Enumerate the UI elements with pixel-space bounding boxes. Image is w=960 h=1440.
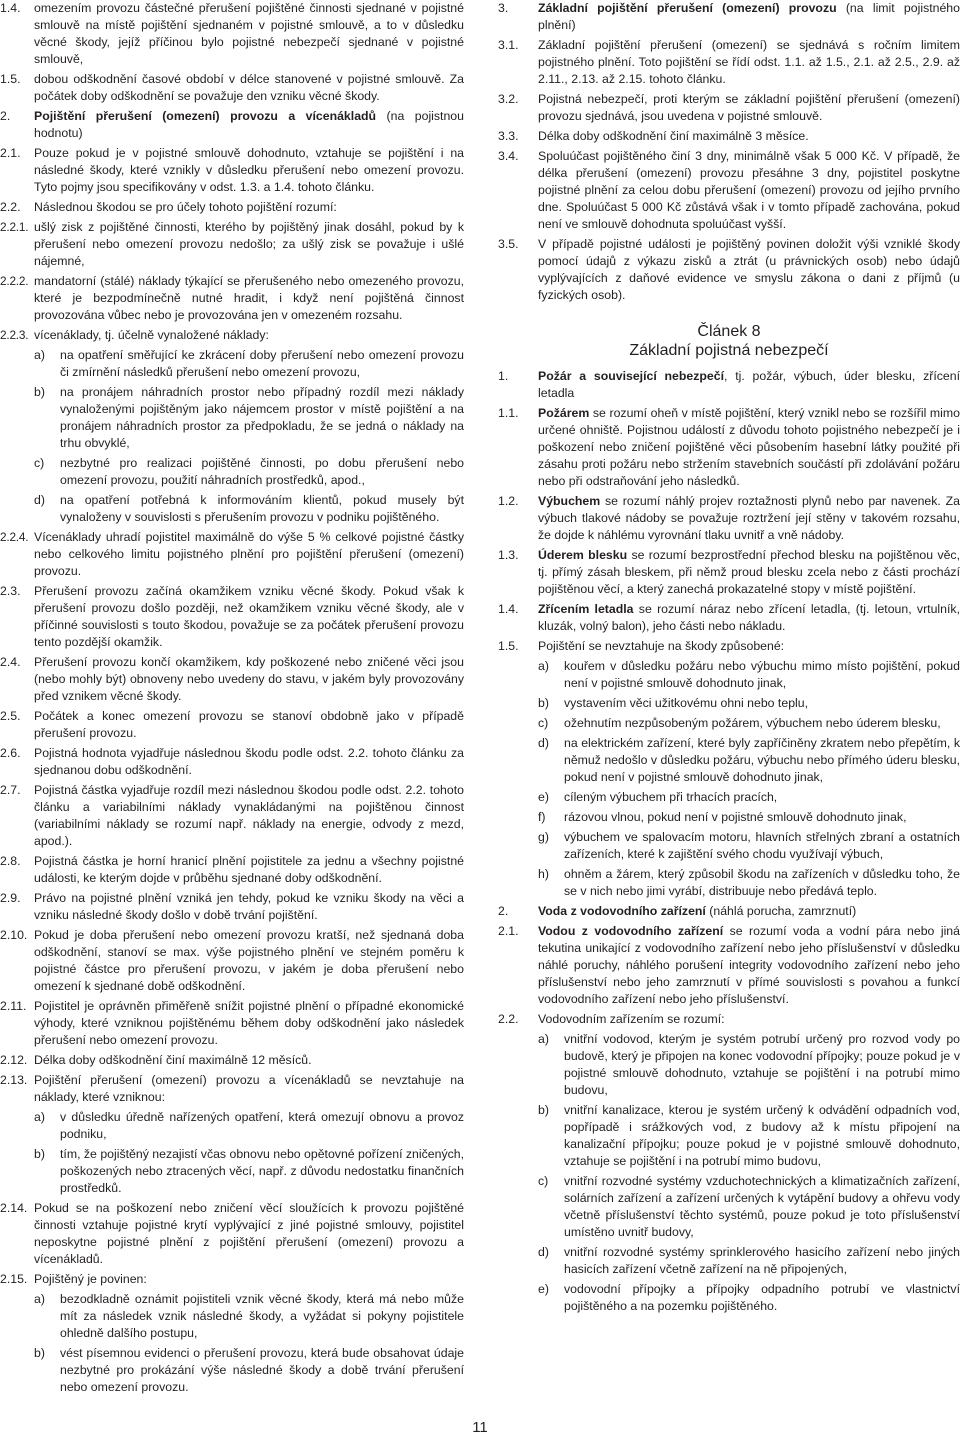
clause-number: a) bbox=[538, 1032, 549, 1046]
clause bbox=[498, 493, 960, 544]
clause-text: vodovodní přípojky a přípojky odpadního potrubí ve vlastnictví pojištěného a na pozemku pojištěného. bbox=[564, 1282, 960, 1313]
list-subitem bbox=[498, 866, 960, 900]
clause-text: kouřem v důsledku požáru nebo výbuchu mimo místo pojištění, pokud není v pojistné smlouvě dohodnuto jinak, bbox=[564, 659, 960, 690]
clause bbox=[498, 128, 960, 145]
clause-text: Pojištěný je povinen: bbox=[34, 1272, 147, 1286]
right-top-section bbox=[498, 0, 960, 304]
clause-term: Voda z vodovodního zařízení bbox=[538, 904, 706, 918]
clause-number: a) bbox=[34, 348, 45, 362]
clause-text: Spoluúčast pojištěného činí 3 dny, minimálně však 5 000 Kč. V případě, že délka přerušení (omezení) provozu přesáhne 3 dny, pojistitel poskytne pojistné plnění za celou dobu přerušení (omezení) provozu od jejího prvního dne. Spoluúčast 5 000 Kč zůstává však i v tomto případě zachována, pokud není ve smlouvě dohodnuta spoluúčast vyšší. bbox=[538, 149, 960, 231]
clause-term: Pojištění přerušení (omezení) provozu a vícenákladů bbox=[34, 109, 377, 123]
clause-number: c) bbox=[538, 1174, 549, 1188]
clause-number: b) bbox=[34, 1346, 45, 1360]
list-subitem bbox=[498, 1281, 960, 1315]
clause-text: (na pojistnou hodnotu) bbox=[34, 109, 464, 140]
clause-number: g) bbox=[538, 830, 549, 844]
page-number: 11 bbox=[472, 1419, 488, 1436]
clause-text: vést písemnou evidenci o přerušení provozu, která bude obsahovat údaje nezbytné pro prokázání výše následné škody a době trvání přerušení nebo omezení provozu. bbox=[60, 1346, 464, 1394]
clause-number: 3.1. bbox=[498, 38, 519, 52]
clause-term: Zřícením letadla bbox=[538, 602, 634, 616]
clause-number: 1. bbox=[498, 369, 509, 383]
clause-number: 2.11. bbox=[0, 999, 27, 1013]
clause-text: Pojištění se nevztahuje na škody způsobené: bbox=[538, 639, 785, 653]
clause-text: Délka doby odškodnění činí maximálně 3 měsíce. bbox=[538, 129, 809, 143]
clause bbox=[0, 0, 464, 68]
clause-text: Pojistná částka je horní hranicí plnění pojistitele za jednu a všechny pojistné události, ke kterým dojde v průběhu sjednané doby odškodnění. bbox=[34, 854, 464, 885]
clause-number: 3. bbox=[498, 1, 509, 15]
list-subitem bbox=[0, 1345, 464, 1396]
clause bbox=[498, 236, 960, 304]
clause-number: 2.5. bbox=[0, 709, 21, 723]
clause-text: vnitřní vodovod, kterým je systém potrubí určený pro rozvod vody po budově, který je připojen na konec vodovodní přípojky; pouze pokud je v pojistné smlouvě dohodnuto, vztahuje se pojištění i na potrubí mimo budovu, bbox=[564, 1032, 960, 1097]
clause bbox=[0, 199, 464, 216]
list-subitem bbox=[498, 1031, 960, 1099]
clause-text: v důsledku úředně nařízených opatření, která omezují obnovu a provoz podniku, bbox=[60, 1110, 464, 1141]
clause-number: 1.5. bbox=[498, 639, 519, 653]
clause bbox=[0, 708, 464, 742]
clause-number: 1.5. bbox=[0, 72, 21, 86]
clause-number: 2.1. bbox=[0, 146, 21, 160]
clause bbox=[0, 1072, 464, 1106]
clause-term: Požárem bbox=[538, 406, 590, 420]
clause bbox=[0, 1200, 464, 1268]
clause-number: 2.2.3. bbox=[0, 328, 29, 342]
clause-number: 2.2. bbox=[0, 200, 21, 214]
clause-text: Pouze pokud je v pojistné smlouvě dohodnuto, vztahuje se pojištění i na následné škody, které vznikly v důsledku přerušení nebo omezení provozu. Tyto pojmy jsou specifikovány v odst. 1.3. a 1.4. tohoto článku. bbox=[34, 146, 464, 194]
clause-number: a) bbox=[34, 1110, 45, 1124]
clause-text: (na limit pojistného plnění) bbox=[538, 1, 960, 32]
clause-text: se rozumí náraz nebo zřícení letadla, (tj. letoun, vrtulník, kluzák, volný balon), jeho části nebo nákladu. bbox=[538, 602, 960, 633]
clause bbox=[0, 327, 464, 344]
left-column bbox=[0, 0, 464, 1399]
clause-term: Základní pojištění přerušení (omezení) provozu bbox=[538, 1, 837, 15]
clause-term: Vodou z vodovodního zařízení bbox=[538, 924, 724, 938]
clause-text: vícenáklady, tj. účelně vynaložené náklady: bbox=[34, 328, 269, 342]
clause-number: b) bbox=[538, 1103, 549, 1117]
clause-number: d) bbox=[538, 736, 549, 750]
clause-number: 2.2.4. bbox=[0, 530, 29, 544]
clause-text: Přerušení provozu končí okamžikem, kdy poškozené nebo zničené věci jsou (nebo mohly být) obnoveny nebo uvedeny do stavu, v jakém byly provozovány před vznikem věcné škody. bbox=[34, 655, 464, 703]
clause-term: Úderem blesku bbox=[538, 548, 628, 562]
list-subitem bbox=[0, 1291, 464, 1342]
clause-number: d) bbox=[538, 1245, 549, 1259]
clause bbox=[498, 903, 960, 920]
clause-text: se rozumí bezprostřední přechod blesku na pojištěnou věc, tj. přímý zásah bleskem, při němž proud blesku zcela nebo z části prochází pojištěnou věcí, a který zanechá prokazatelné stopy v místě pojištění. bbox=[538, 548, 960, 596]
clause-text: se rozumí voda a vodní pára nebo jiná tekutina unikající z vodovodního zařízení nebo jeho příslušenství v důsledku náhlé poruchy, náhlého porušení integrity vodovodního zařízení nebo jeho příslušenství nebo jeho zamrznutí v přímé souvislosti s povahou a funkcí vodovodního zařízení nebo jeho příslušenství. bbox=[538, 924, 960, 1006]
clause bbox=[0, 890, 464, 924]
clause-text: Pojistná nebezpečí, proti kterým se základní pojištění přerušení (omezení) provozu sjednává, jsou uvedena v pojistné smlouvě. bbox=[538, 92, 960, 123]
clause-text: Právo na pojistné plnění vzniká jen tehdy, pokud ke vzniku škody na věci a vzniku následné škody došlo v době trvání pojištění. bbox=[34, 891, 464, 922]
clause-number: 1.1. bbox=[498, 406, 519, 420]
clause-number: 2.6. bbox=[0, 746, 21, 760]
clause-number: 2.14. bbox=[0, 1201, 28, 1215]
clause-number: 3.5. bbox=[498, 237, 519, 251]
clause-term: Požár a související nebezpečí bbox=[538, 369, 724, 383]
clause bbox=[0, 71, 464, 105]
clause-number: 2.13. bbox=[0, 1073, 28, 1087]
clause-number: a) bbox=[34, 1292, 45, 1306]
clause-text: Pokud je doba přerušení nebo omezení provozu kratší, než sjednaná doba odškodnění, stanoví se max. výše pojistného plnění ve stejném poměru k pojistné částce pro přerušení provozu, v jakém je doba přerušení nebo omezení k sjednané době odškodnění. bbox=[34, 928, 464, 993]
clause bbox=[0, 782, 464, 850]
clause bbox=[0, 529, 464, 580]
clause-text: vnitřní kanalizace, kterou je systém určený k odvádění odpadních vod, popřípadě i srážkových vod, z budovy až k místu připojení na kanalizační přípojku; pouze pokud je v pojistné smlouvě dohodnuto, vztahuje se pojištění i na potrubí mimo budovu, bbox=[564, 1103, 960, 1168]
clause-text: na opatření směřující ke zkrácení doby přerušení nebo omezení provozu či zmírnění následků přerušení nebo omezení provozu, bbox=[60, 348, 464, 379]
clause bbox=[498, 91, 960, 125]
clause bbox=[0, 745, 464, 779]
clause bbox=[0, 583, 464, 651]
list-subitem bbox=[498, 1173, 960, 1241]
clause-number: e) bbox=[538, 790, 549, 804]
clause-number: c) bbox=[34, 456, 45, 470]
clause-text: Pokud se na poškození nebo zničení věcí sloužících k provozu pojištěné činnosti vztahuje pojistné krytí vyplývající z jiné pojistné smlouvy, pojistitel neposkytne pojistné plnění z pojištění přerušení (omezení) provozu a vícenákladů. bbox=[34, 1201, 464, 1266]
clause-text: se rozumí náhlý projev roztažnosti plynů nebo par navenek. Za výbuch tlakové nádoby se považuje roztržení její stěny v takovém rozsahu, že dojde k náhlému vyrovnání tlaku uvnitř a vně nádoby. bbox=[538, 494, 960, 542]
clause-text: na elektrickém zařízení, které byly zapříčiněny zkratem nebo přepětím, k němuž nedošlo v důsledku požáru, výbuchu nebo přímého úderu blesku, pokud není v pojistné smlouvě dohodnuto jinak, bbox=[564, 736, 960, 784]
clause bbox=[498, 547, 960, 598]
clause-text: Pojistitel je oprávněn přiměřeně snížit pojistné plnění o případné ekonomické výhody, které vzniknou pojištěnému během doby odškodnění jako následek přerušení nebo omezení provozu. bbox=[34, 999, 464, 1047]
clause-text: vystavením věci užitkovému ohni nebo teplu, bbox=[564, 696, 809, 710]
list-subitem bbox=[0, 384, 464, 452]
clause bbox=[0, 998, 464, 1049]
clause bbox=[498, 368, 960, 402]
clause-number: b) bbox=[538, 696, 549, 710]
clause-text: nezbytné pro realizaci pojištěné činnosti, po dobu přerušení nebo omezení provozu, použití náhradních prostředků, apod., bbox=[60, 456, 464, 487]
clause bbox=[0, 853, 464, 887]
clause bbox=[0, 927, 464, 995]
clause bbox=[0, 108, 464, 142]
clause-text: se rozumí oheň v místě pojištění, který vznikl nebo se rozšířil mimo určené ohniště. Pojistnou událostí z důvodu tohoto pojistného nebezpečí je i poškození nebo zničení pojištěné věci působením hasební látky použité při zásahu proti požáru nebo stržením stavebních součástí při zdolávání požáru nebo při odstraňování jeho následků. bbox=[538, 406, 960, 488]
clause-text: vnitřní rozvodné systémy vzduchotechnických a klimatizačních zařízení, solárních zařízení a zařízení určených k vytápění budovy a ohřevu vody včetně příslušenství těchto systémů, pouze pokud je toto příslušenství umístěno uvnitř budovy, bbox=[564, 1174, 960, 1239]
clause-text: ožehnutím nezpůsobeným požárem, výbuchem nebo úderem blesku, bbox=[564, 716, 941, 730]
list-subitem bbox=[498, 829, 960, 863]
clause bbox=[498, 405, 960, 490]
clause-text: mandatorní (stálé) náklady týkající se přerušeného nebo omezeného provozu, které je bezpodmínečně nutné hradit, i když není pojištěná činnost provozována vůbec nebo je provozována jen v omezeném rozsahu. bbox=[34, 274, 464, 322]
clause-text: Počátek a konec omezení provozu se stanoví obdobně jako v případě přerušení provozu. bbox=[34, 709, 464, 740]
article-title: Článek 8 bbox=[697, 323, 761, 340]
clause-text: omezením provozu částečné přerušení pojištěné činnosti sjednané v pojistné smlouvě na místě pojištění sjednaném v pojistné smlouvě, a to v důsledku věcné škody, jejíž příčinou bylo pojistné nebezpečí sjednané v pojistné smlouvě, bbox=[34, 1, 464, 66]
clause-number: 2.4. bbox=[0, 655, 21, 669]
article-subtitle: Základní pojistná nebezpečí bbox=[629, 342, 829, 359]
clause-number: h) bbox=[538, 867, 549, 881]
clause-number: e) bbox=[538, 1282, 549, 1296]
list-subitem bbox=[498, 695, 960, 712]
clause-text: na pronájem náhradních prostor nebo případný rozdíl mezi náklady vynaloženými pojištěným jako nájemcem prostor v místě pojištění a na pronájem náhradních prostor za předpokladu, že se jedná o náklady na trhu obvyklé, bbox=[60, 385, 464, 450]
list-subitem bbox=[498, 1244, 960, 1278]
list-subitem bbox=[0, 492, 464, 526]
clause bbox=[498, 1011, 960, 1028]
clause-number: 3.4. bbox=[498, 149, 519, 163]
clause-number: 2.9. bbox=[0, 891, 21, 905]
clause-text: (náhlá porucha, zamrznutí) bbox=[705, 904, 857, 918]
clause-text: ušlý zisk z pojištěné činnosti, kterého by pojištěný jinak dosáhl, pokud by k přerušení nebo omezení provozu nedošlo; za ušlý zisk se považuje i ušlé nájemné, bbox=[34, 220, 464, 268]
clause-number: 2.15. bbox=[0, 1272, 28, 1286]
clause-text: ohněm a žárem, který způsobil škodu na zařízeních v důsledku toho, že se v nich nebo jimi vyrábí, distribuuje nebo předává teplo. bbox=[564, 867, 960, 898]
clause-text: cíleným výbuchem při trhacích pracích, bbox=[564, 790, 778, 804]
clause bbox=[0, 1271, 464, 1288]
right-column bbox=[498, 0, 960, 1318]
clause-text: na opatření potřebná k informováním klientů, pokud musely být vynaloženy v souvislosti s přerušením provozu v podniku pojištěného. bbox=[60, 493, 464, 524]
clause-number: 1.3. bbox=[498, 548, 519, 562]
list-subitem bbox=[498, 809, 960, 826]
clause-text: Pojistná hodnota vyjadřuje následnou škodu podle odst. 2.2. tohoto článku za sjednanou dobu odškodnění. bbox=[34, 746, 464, 777]
clause bbox=[0, 219, 464, 270]
list-subitem bbox=[0, 347, 464, 381]
clause-number: 2. bbox=[498, 904, 509, 918]
clause-number: 2.2.2. bbox=[0, 274, 29, 288]
list-subitem bbox=[0, 1146, 464, 1197]
clause-text: Pojistná částka vyjadřuje rozdíl mezi následnou škodou podle odst. 2.2. tohoto článku a variabilními náklady vynakládanými na pojištěnou činnost (variabilními náklady se rozumí např. náklady na energie, odvody z mezd, apod.). bbox=[34, 783, 464, 848]
clause bbox=[498, 37, 960, 88]
clause-text: , tj. požár, výbuch, úder blesku, zřícení letadla bbox=[538, 369, 960, 400]
clause-number: 2.3. bbox=[0, 584, 21, 598]
clause bbox=[0, 654, 464, 705]
clause-number: 2.8. bbox=[0, 854, 21, 868]
clause-number: 2.10. bbox=[0, 928, 28, 942]
clause bbox=[0, 1052, 464, 1069]
clause bbox=[498, 148, 960, 233]
clause-text: tím, že pojištěný nezajistí včas obnovu nebo opětovné pořízení zničených, poškozených nebo ztracených věcí, např. z důvodu nedostatku finančních prostředků. bbox=[60, 1147, 464, 1195]
list-subitem bbox=[0, 1109, 464, 1143]
list-subitem bbox=[0, 455, 464, 489]
clause-number: 2.7. bbox=[0, 783, 21, 797]
list-subitem bbox=[498, 715, 960, 732]
clause-number: 2.12. bbox=[0, 1053, 28, 1067]
clause-text: výbuchem ve spalovacím motoru, hlavních střelných zbraní a ostatních zařízeních, které k zajištění svého chodu využívají výbuch, bbox=[564, 830, 960, 861]
clause-number: 1.2. bbox=[498, 494, 519, 508]
article-heading bbox=[498, 322, 960, 360]
list-subitem bbox=[498, 789, 960, 806]
clause-text: Pojištění přerušení (omezení) provozu a vícenákladů se nevztahuje na náklady, které vzniknou: bbox=[34, 1073, 464, 1104]
clause-number: 1.4. bbox=[498, 602, 519, 616]
list-subitem bbox=[498, 658, 960, 692]
clause-text: Základní pojištění přerušení (omezení) se sjednává s ročním limitem pojistného plnění. Toto pojištění se řídí odst. 1.1. až 1.5., 2.1. až 2.5., 2.9. až 2.11., 2.13. až 2.15. tohoto článku. bbox=[538, 38, 960, 86]
clause-number: 2.1. bbox=[498, 924, 519, 938]
clause-text: Vícenáklady uhradí pojistitel maximálně do výše 5 % celkové pojistné částky nebo celkového limitu pojistného plnění pro pojištění přerušení (omezení) provozu. bbox=[34, 530, 464, 578]
clause-term: Výbuchem bbox=[538, 494, 601, 508]
list-subitem bbox=[498, 1102, 960, 1170]
clause-number: b) bbox=[34, 385, 45, 399]
right-bottom-section bbox=[498, 368, 960, 1315]
clause-number: f) bbox=[538, 810, 546, 824]
clause-number: c) bbox=[538, 716, 549, 730]
clause bbox=[498, 601, 960, 635]
clause bbox=[498, 638, 960, 655]
clause-number: 2.2.1. bbox=[0, 220, 29, 234]
list-subitem bbox=[498, 735, 960, 786]
clause-text: bezodkladně oznámit pojistiteli vznik věcné škody, která má nebo může mít za následek vznik následné škody, a vyžádat si pokyny pojistitele ohledně dalšího postupu, bbox=[60, 1292, 464, 1340]
clause bbox=[0, 273, 464, 324]
clause-number: d) bbox=[34, 493, 45, 507]
clause-number: 3.2. bbox=[498, 92, 519, 106]
clause-number: 2. bbox=[0, 109, 11, 123]
clause-number: 2.2. bbox=[498, 1012, 519, 1026]
clause-number: 3.3. bbox=[498, 129, 519, 143]
clause-text: V případě pojistné události je pojištěný povinen doložit výši vzniklé škody pomocí údajů z výkazu zisků a ztrát (u právnických osob) nebo údajů vyplývajících z daňové evidence ve smyslu zákona o dani z příjmů (u fyzických osob). bbox=[538, 237, 960, 302]
clause-number: a) bbox=[538, 659, 549, 673]
clause bbox=[498, 0, 960, 34]
clause-number: b) bbox=[34, 1147, 45, 1161]
clause-text: Délka doby odškodnění činí maximálně 12 měsíců. bbox=[34, 1053, 312, 1067]
clause-text: dobou odškodnění časové období v délce stanovené v pojistné smlouvě. Za počátek doby odškodnění se považuje den vzniku věcné škody. bbox=[34, 72, 464, 103]
clause-text: Vodovodním zařízením se rozumí: bbox=[538, 1012, 725, 1026]
clause-text: vnitřní rozvodné systémy sprinklerového hasicího zařízení nebo jiných hasicích zařízení včetně zařízení na ně připojených, bbox=[564, 1245, 960, 1276]
clause bbox=[0, 145, 464, 196]
clause-text: Přerušení provozu začíná okamžikem vzniku věcné škody. Pokud však k přerušení provozu došlo později, než okamžikem vzniku věcné škody, ale v příčinné souvislosti s touto škodou, považuje se za počátek přerušení provozu tento pozdější okamžik. bbox=[34, 584, 464, 649]
clause bbox=[498, 923, 960, 1008]
clause-number: 1.4. bbox=[0, 1, 21, 15]
clause-text: rázovou vlnou, pokud není v pojistné smlouvě dohodnuto jinak, bbox=[564, 810, 907, 824]
clause-text: Následnou škodou se pro účely tohoto pojištění rozumí: bbox=[34, 200, 337, 214]
